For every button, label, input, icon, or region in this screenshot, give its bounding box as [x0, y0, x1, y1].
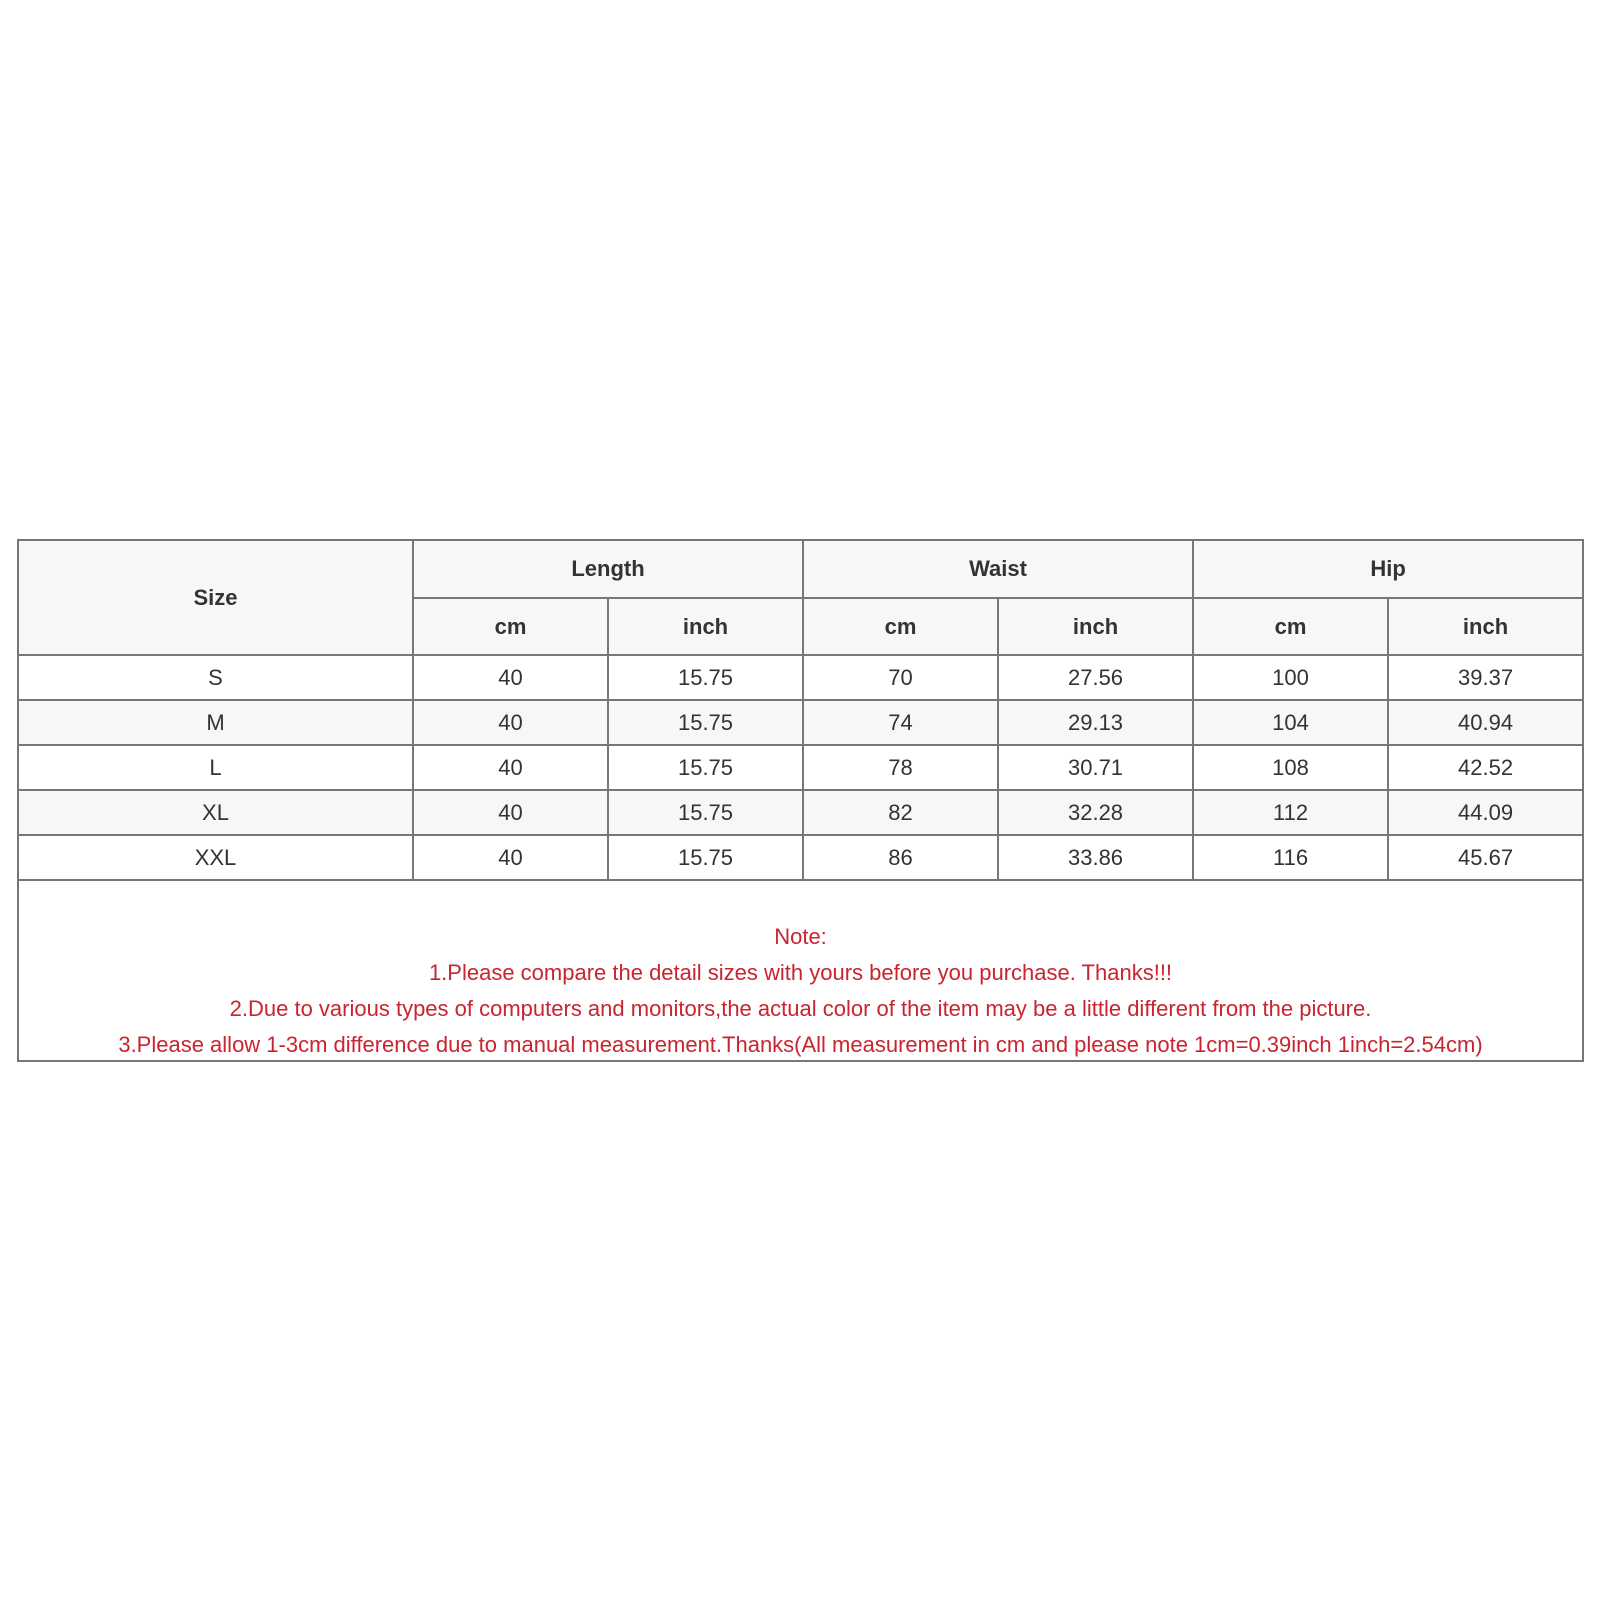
length-group-header: Length [413, 541, 803, 598]
hip-cm-cell: 100 [1193, 655, 1388, 700]
length-inch-cell: 15.75 [608, 700, 803, 745]
hip-inch-cell: 39.37 [1388, 655, 1582, 700]
waist-inch-cell: 33.86 [998, 835, 1193, 880]
table-row [19, 835, 1582, 880]
hip-cm-cell: 112 [1193, 790, 1388, 835]
note-line-1: 1.Please compare the detail sizes with yours before you purchase. Thanks!!! [428, 960, 1173, 985]
hip-inch-header: inch [1388, 598, 1582, 655]
waist-cm-cell: 74 [803, 700, 998, 745]
waist-inch-cell: 30.71 [998, 745, 1193, 790]
table-row [19, 745, 1582, 790]
note-title: Note: [774, 924, 827, 949]
table-row [19, 700, 1582, 745]
waist-inch-cell: 27.56 [998, 655, 1193, 700]
note-line-2: 2.Due to various types of computers and monitors,the actual color of the item may be a little different from the picture. [229, 996, 1372, 1021]
length-inch-header: inch [608, 598, 803, 655]
notes-section [19, 881, 1582, 1063]
size-cell: XL [19, 790, 413, 835]
hip-inch-cell: 44.09 [1388, 790, 1582, 835]
table-row [19, 790, 1582, 835]
size-table [19, 541, 1582, 881]
waist-cm-header: cm [803, 598, 998, 655]
waist-cm-cell: 78 [803, 745, 998, 790]
length-cm-cell: 40 [413, 790, 608, 835]
waist-inch-cell: 32.28 [998, 790, 1193, 835]
length-inch-cell: 15.75 [608, 745, 803, 790]
length-inch-cell: 15.75 [608, 790, 803, 835]
size-column-header: Size [19, 541, 413, 655]
length-cm-cell: 40 [413, 745, 608, 790]
waist-inch-header: inch [998, 598, 1193, 655]
waist-cm-cell: 82 [803, 790, 998, 835]
size-cell: XXL [19, 835, 413, 880]
length-inch-cell: 15.75 [608, 835, 803, 880]
hip-inch-cell: 40.94 [1388, 700, 1582, 745]
note-line-3: 3.Please allow 1-3cm difference due to manual measurement.Thanks(All measurement in cm and please note 1cm=0.39inch 1inch=2.54cm) [118, 1032, 1483, 1057]
size-cell: L [19, 745, 413, 790]
hip-cm-cell: 108 [1193, 745, 1388, 790]
hip-inch-cell: 42.52 [1388, 745, 1582, 790]
size-chart [17, 539, 1584, 1062]
hip-cm-header: cm [1193, 598, 1388, 655]
size-cell: S [19, 655, 413, 700]
hip-group-header: Hip [1193, 541, 1582, 598]
size-cell: M [19, 700, 413, 745]
waist-cm-cell: 86 [803, 835, 998, 880]
waist-group-header: Waist [803, 541, 1193, 598]
hip-cm-cell: 116 [1193, 835, 1388, 880]
length-cm-cell: 40 [413, 835, 608, 880]
header-row-groups [19, 541, 1582, 598]
length-cm-header: cm [413, 598, 608, 655]
length-cm-cell: 40 [413, 700, 608, 745]
waist-cm-cell: 70 [803, 655, 998, 700]
table-row [19, 655, 1582, 700]
length-cm-cell: 40 [413, 655, 608, 700]
hip-cm-cell: 104 [1193, 700, 1388, 745]
length-inch-cell: 15.75 [608, 655, 803, 700]
hip-inch-cell: 45.67 [1388, 835, 1582, 880]
waist-inch-cell: 29.13 [998, 700, 1193, 745]
